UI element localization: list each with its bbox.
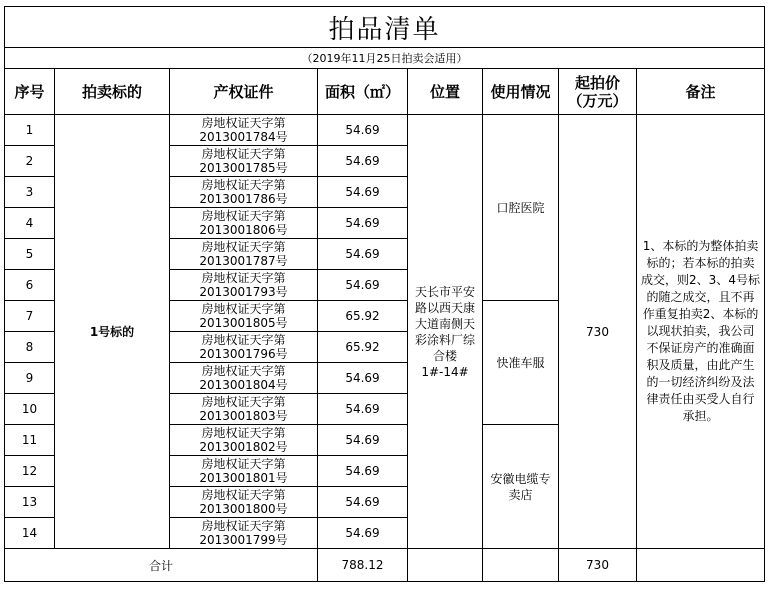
area-cell: 54.69 <box>318 518 408 549</box>
certificate-cell <box>170 115 318 146</box>
area-cell: 54.69 <box>318 177 408 208</box>
area-cell: 54.69 <box>318 425 408 456</box>
total-start-price: 730 <box>559 549 637 582</box>
certificate-cell <box>170 487 318 518</box>
certificate-cell <box>170 270 318 301</box>
row-index: 2 <box>5 146 55 177</box>
page-title: 拍品清单 <box>5 7 765 48</box>
area-cell: 65.92 <box>318 332 408 363</box>
usage-cell: 快准车服 <box>483 301 559 425</box>
header-index: 序号 <box>5 69 55 115</box>
certificate-prefix: 房地权证天字第 <box>201 457 286 471</box>
total-label: 合计 <box>5 549 318 582</box>
total-remarks-empty <box>637 549 765 582</box>
row-index: 7 <box>5 301 55 332</box>
row-index: 4 <box>5 208 55 239</box>
certificate-number: 2013001803号 <box>199 409 288 423</box>
certificate-number: 2013001804号 <box>199 378 288 392</box>
row-index: 8 <box>5 332 55 363</box>
certificate-cell <box>170 332 318 363</box>
usage-cell: 口腔医院 <box>483 115 559 301</box>
certificate-cell <box>170 177 318 208</box>
total-row <box>5 549 765 582</box>
header-lot: 拍卖标的 <box>55 69 170 115</box>
row-index: 14 <box>5 518 55 549</box>
certificate-prefix: 房地权证天字第 <box>201 240 286 254</box>
certificate-prefix: 房地权证天字第 <box>201 333 286 347</box>
area-cell: 54.69 <box>318 487 408 518</box>
certificate-number: 2013001799号 <box>199 533 288 547</box>
certificate-prefix: 房地权证天字第 <box>201 209 286 223</box>
area-cell: 54.69 <box>318 115 408 146</box>
row-index: 3 <box>5 177 55 208</box>
certificate-number: 2013001796号 <box>199 347 288 361</box>
page-subtitle: （2019年11月25日拍卖会适用） <box>5 48 765 69</box>
header-start-price-label: 起拍价（万元） <box>567 73 628 110</box>
certificate-number: 2013001801号 <box>199 471 288 485</box>
area-cell: 65.92 <box>318 301 408 332</box>
header-location: 位置 <box>408 69 483 115</box>
certificate-cell <box>170 363 318 394</box>
certificate-cell <box>170 301 318 332</box>
area-cell: 54.69 <box>318 363 408 394</box>
header-remarks: 备注 <box>637 69 765 115</box>
certificate-number: 2013001800号 <box>199 502 288 516</box>
header-certificate: 产权证件 <box>170 69 318 115</box>
location-cell: 天长市平安路以西天康大道南侧天彩涂料厂综合楼1#-14# <box>408 115 483 549</box>
certificate-prefix: 房地权证天字第 <box>201 178 286 192</box>
certificate-number: 2013001806号 <box>199 223 288 237</box>
row-index: 13 <box>5 487 55 518</box>
row-index: 9 <box>5 363 55 394</box>
header-area: 面积（㎡） <box>318 69 408 115</box>
certificate-cell <box>170 425 318 456</box>
certificate-cell <box>170 456 318 487</box>
certificate-number: 2013001786号 <box>199 192 288 206</box>
header-start-price <box>559 69 637 115</box>
certificate-number: 2013001787号 <box>199 254 288 268</box>
area-cell: 54.69 <box>318 394 408 425</box>
certificate-cell <box>170 146 318 177</box>
lot-name: 1号标的 <box>55 115 170 549</box>
certificate-number: 2013001805号 <box>199 316 288 330</box>
certificate-number: 2013001802号 <box>199 440 288 454</box>
total-usage-empty <box>483 549 559 582</box>
total-area: 788.12 <box>318 549 408 582</box>
certificate-prefix: 房地权证天字第 <box>201 519 286 533</box>
certificate-prefix: 房地权证天字第 <box>201 147 286 161</box>
start-price-cell: 730 <box>559 115 637 549</box>
certificate-cell <box>170 208 318 239</box>
total-location-empty <box>408 549 483 582</box>
usage-cell: 安徽电缆专卖店 <box>483 425 559 549</box>
header-row <box>5 69 765 115</box>
certificate-prefix: 房地权证天字第 <box>201 426 286 440</box>
area-cell: 54.69 <box>318 270 408 301</box>
certificate-cell <box>170 518 318 549</box>
certificate-number: 2013001784号 <box>199 130 288 144</box>
area-cell: 54.69 <box>318 146 408 177</box>
certificate-prefix: 房地权证天字第 <box>201 302 286 316</box>
certificate-prefix: 房地权证天字第 <box>201 395 286 409</box>
row-index: 11 <box>5 425 55 456</box>
certificate-cell <box>170 394 318 425</box>
certificate-prefix: 房地权证天字第 <box>201 488 286 502</box>
area-cell: 54.69 <box>318 208 408 239</box>
certificate-number: 2013001793号 <box>199 285 288 299</box>
area-cell: 54.69 <box>318 456 408 487</box>
header-usage: 使用情况 <box>483 69 559 115</box>
row-index: 5 <box>5 239 55 270</box>
certificate-prefix: 房地权证天字第 <box>201 116 286 130</box>
row-index: 1 <box>5 115 55 146</box>
table-row <box>5 115 765 146</box>
row-index: 10 <box>5 394 55 425</box>
certificate-prefix: 房地权证天字第 <box>201 271 286 285</box>
remarks-cell: 1、本标的为整体拍卖标的；若本标的拍卖成交，则2、3、4号标的随之成交，且不再作重复拍卖2、本标的以现状拍卖，我公司不保证房产的准确面积及质量，由此产生的一切经济纠纷及法律责任由买受人自行承担。 <box>637 115 765 549</box>
row-index: 12 <box>5 456 55 487</box>
auction-list-table <box>4 6 765 582</box>
certificate-prefix: 房地权证天字第 <box>201 364 286 378</box>
certificate-number: 2013001785号 <box>199 161 288 175</box>
row-index: 6 <box>5 270 55 301</box>
certificate-cell <box>170 239 318 270</box>
area-cell: 54.69 <box>318 239 408 270</box>
